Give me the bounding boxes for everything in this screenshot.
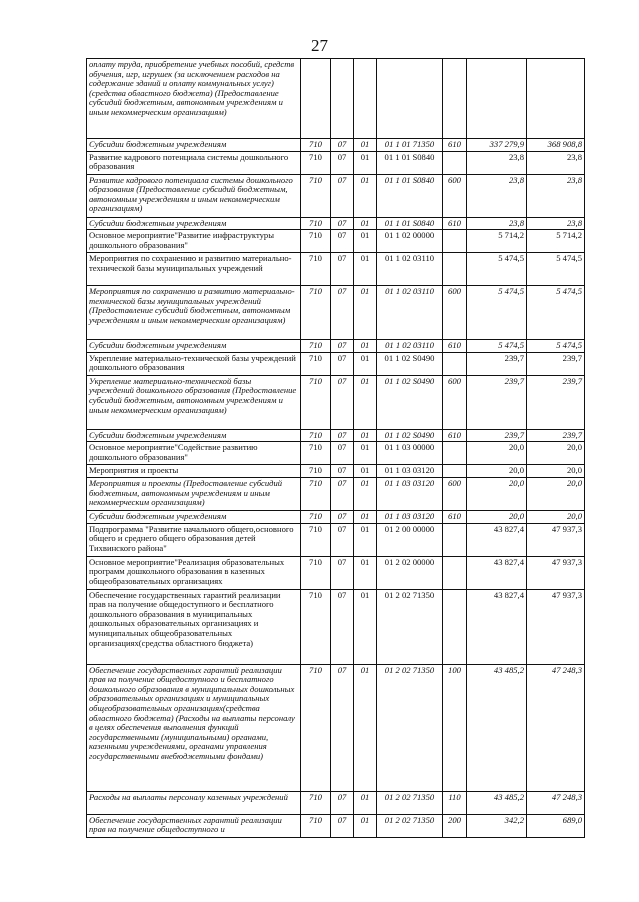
target-article-cell: 01 1 02 03110 [377,340,443,353]
table-row [87,174,585,217]
amount-year1-cell: 239,7 [467,352,527,375]
glav-code-cell: 710 [301,286,331,340]
razdel-code-cell: 07 [331,791,354,814]
row-name-cell: Субсидии бюджетным учреждениям [87,139,301,152]
podrazdel-code-cell: 01 [354,230,377,253]
podrazdel-code-cell: 01 [354,352,377,375]
razdel-code-cell [331,59,354,139]
razdel-code-cell: 07 [331,429,354,442]
row-name-cell: Расходы на выплаты персоналу казенных учреждений [87,791,301,814]
amount-year2-cell: 47 248,3 [527,664,585,791]
row-name-cell: Субсидии бюджетным учреждениям [87,510,301,523]
row-name-cell: Субсидии бюджетным учреждениям [87,340,301,353]
expense-type-cell [443,465,467,478]
podrazdel-code-cell: 01 [354,286,377,340]
glav-code-cell: 710 [301,477,331,510]
glav-code-cell: 710 [301,589,331,664]
podrazdel-code-cell: 01 [354,589,377,664]
target-article-cell: 01 2 02 00000 [377,556,443,589]
row-name-cell: Развитие кадрового потенциала системы дошкольного образования (Предоставление субсидий бюджетным, автономным учреждениям и иным некоммерческим организациям) [87,174,301,217]
amount-year2-cell: 23,8 [527,174,585,217]
podrazdel-code-cell: 01 [354,139,377,152]
row-name-cell: Мероприятия и проекты [87,465,301,478]
amount-year1-cell: 43 827,4 [467,556,527,589]
amount-year1-cell: 337 279,9 [467,139,527,152]
amount-year1-cell: 239,7 [467,429,527,442]
podrazdel-code-cell: 01 [354,556,377,589]
podrazdel-code-cell: 01 [354,523,377,556]
amount-year1-cell: 239,7 [467,375,527,429]
razdel-code-cell: 07 [331,174,354,217]
amount-year1-cell: 5 714,2 [467,230,527,253]
target-article-cell: 01 1 01 S0840 [377,174,443,217]
amount-year2-cell: 239,7 [527,375,585,429]
table-row [87,589,585,664]
target-article-cell: 01 2 02 71350 [377,589,443,664]
glav-code-cell: 710 [301,375,331,429]
expense-type-cell [443,589,467,664]
razdel-code-cell: 07 [331,286,354,340]
amount-year1-cell: 43 485,2 [467,664,527,791]
expense-type-cell: 600 [443,286,467,340]
row-name-cell: Обеспечение государственных гарантий реализации прав на получение общедоступного и бесплатного дошкольного образования в муниципальных дошкольных образовательных организациях и муниципальных общеобразовательных организациях(средства областного бюджета) [87,589,301,664]
podrazdel-code-cell: 01 [354,442,377,465]
amount-year1-cell: 23,8 [467,174,527,217]
target-article-cell: 01 1 03 03120 [377,477,443,510]
podrazdel-code-cell [354,59,377,139]
expense-type-cell: 610 [443,340,467,353]
glav-code-cell: 710 [301,139,331,152]
razdel-code-cell: 07 [331,477,354,510]
target-article-cell: 01 1 02 03110 [377,253,443,286]
expense-type-cell: 610 [443,139,467,152]
amount-year2-cell: 47 248,3 [527,791,585,814]
amount-year2-cell: 47 937,3 [527,589,585,664]
amount-year2-cell: 239,7 [527,429,585,442]
expense-type-cell [443,151,467,174]
row-name-cell: оплату труда, приобретение учебных пособий, средств обучения, игр, игрушек (за исключением расходов на содержание зданий и оплату коммунальных услуг)(средства областного бюджета) (Предоставление субсидий бюджетным, автономным учреждениям и иным некоммерческим организациям) [87,59,301,139]
expense-type-cell: 610 [443,429,467,442]
expense-type-cell [443,59,467,139]
page-number: 27 [311,36,328,55]
row-name-cell: Субсидии бюджетным учреждениям [87,217,301,230]
table-row [87,352,585,375]
table-row [87,523,585,556]
row-name-cell: Развитие кадрового потенциала системы дошкольного образования [87,151,301,174]
row-name-cell: Основное мероприятие"Реализация образовательных программ дошкольного образования в казенных общеобразовательных организациях [87,556,301,589]
amount-year2-cell: 20,0 [527,465,585,478]
target-article-cell: 01 1 03 03120 [377,465,443,478]
table-row [87,465,585,478]
row-name-cell: Подпрограмма "Развитие начального общего,основного общего и среднего общего образования детей Тихвинского района" [87,523,301,556]
amount-year1-cell: 5 474,5 [467,340,527,353]
glav-code-cell: 710 [301,791,331,814]
amount-year2-cell: 5 474,5 [527,253,585,286]
amount-year1-cell: 20,0 [467,477,527,510]
razdel-code-cell: 07 [331,230,354,253]
razdel-code-cell: 07 [331,375,354,429]
podrazdel-code-cell: 01 [354,477,377,510]
amount-year1-cell: 5 474,5 [467,286,527,340]
glav-code-cell: 710 [301,230,331,253]
amount-year1-cell: 43 827,4 [467,589,527,664]
expense-type-cell: 600 [443,174,467,217]
expense-type-cell: 110 [443,791,467,814]
expense-type-cell [443,352,467,375]
razdel-code-cell: 07 [331,253,354,286]
amount-year2-cell: 5 474,5 [527,286,585,340]
expense-type-cell: 100 [443,664,467,791]
amount-year2-cell: 20,0 [527,442,585,465]
podrazdel-code-cell: 01 [354,510,377,523]
target-article-cell: 01 1 02 S0490 [377,375,443,429]
expense-type-cell [443,230,467,253]
amount-year2-cell: 5 474,5 [527,340,585,353]
table-row [87,510,585,523]
row-name-cell: Мероприятия и проекты (Предоставление субсидий бюджетным, автономным учреждениям и иным некоммерческим организациям) [87,477,301,510]
razdel-code-cell: 07 [331,523,354,556]
table-row [87,556,585,589]
amount-year2-cell [527,59,585,139]
amount-year2-cell: 20,0 [527,510,585,523]
amount-year2-cell: 689,0 [527,814,585,837]
expense-type-cell [443,523,467,556]
expense-type-cell: 200 [443,814,467,837]
table-row [87,217,585,230]
glav-code-cell [301,59,331,139]
table-row [87,230,585,253]
podrazdel-code-cell: 01 [354,340,377,353]
razdel-code-cell: 07 [331,151,354,174]
glav-code-cell: 710 [301,151,331,174]
row-name-cell: Субсидии бюджетным учреждениям [87,429,301,442]
table-row [87,664,585,791]
amount-year2-cell: 5 714,2 [527,230,585,253]
table-row [87,139,585,152]
razdel-code-cell: 07 [331,510,354,523]
target-article-cell: 01 1 01 S0840 [377,151,443,174]
podrazdel-code-cell: 01 [354,429,377,442]
glav-code-cell: 710 [301,510,331,523]
glav-code-cell: 710 [301,429,331,442]
amount-year1-cell: 20,0 [467,465,527,478]
glav-code-cell: 710 [301,664,331,791]
table-row [87,791,585,814]
table-row [87,286,585,340]
row-name-cell: Укрепление материально-технической базы учреждений дошкольного образования (Предоставление субсидий бюджетным, автономным учреждениям и иным некоммерческим организациям) [87,375,301,429]
podrazdel-code-cell: 01 [354,217,377,230]
amount-year1-cell: 5 474,5 [467,253,527,286]
budget-table-body [87,59,585,838]
target-article-cell: 01 1 01 S0840 [377,217,443,230]
table-row [87,340,585,353]
amount-year2-cell: 47 937,3 [527,556,585,589]
target-article-cell: 01 1 02 S0490 [377,352,443,375]
podrazdel-code-cell: 01 [354,814,377,837]
target-article-cell: 01 2 02 71350 [377,791,443,814]
razdel-code-cell: 07 [331,664,354,791]
podrazdel-code-cell: 01 [354,465,377,478]
row-name-cell: Обеспечение государственных гарантий реализации прав на получение общедоступного и бесплатного дошкольного образования в муниципальных дошкольных образовательных организациях и муниципальных общеобразовательных организациях(средства областного бюджета) (Расходы на выплаты персоналу в целях обеспечения выполнения функций государственными (муниципальными) органами, казенными учреждениями, органами управления государственными внебюджетными фондами) [87,664,301,791]
amount-year2-cell: 23,8 [527,151,585,174]
table-row [87,429,585,442]
razdel-code-cell: 07 [331,352,354,375]
glav-code-cell: 710 [301,174,331,217]
glav-code-cell: 710 [301,217,331,230]
expense-type-cell [443,442,467,465]
razdel-code-cell: 07 [331,340,354,353]
glav-code-cell: 710 [301,523,331,556]
target-article-cell: 01 1 03 00000 [377,442,443,465]
razdel-code-cell: 07 [331,814,354,837]
amount-year1-cell: 43 827,4 [467,523,527,556]
expense-type-cell [443,253,467,286]
table-row [87,814,585,837]
amount-year2-cell: 23,8 [527,217,585,230]
expense-type-cell: 600 [443,375,467,429]
target-article-cell: 01 2 02 71350 [377,814,443,837]
podrazdel-code-cell: 01 [354,151,377,174]
target-article-cell: 01 1 02 03110 [377,286,443,340]
target-article-cell: 01 1 01 71350 [377,139,443,152]
target-article-cell: 01 1 03 03120 [377,510,443,523]
expense-type-cell: 600 [443,477,467,510]
expense-type-cell: 610 [443,510,467,523]
glav-code-cell: 710 [301,253,331,286]
amount-year1-cell [467,59,527,139]
glav-code-cell: 710 [301,814,331,837]
podrazdel-code-cell: 01 [354,375,377,429]
amount-year1-cell: 23,8 [467,151,527,174]
razdel-code-cell: 07 [331,465,354,478]
table-row [87,253,585,286]
target-article-cell [377,59,443,139]
amount-year1-cell: 43 485,2 [467,791,527,814]
razdel-code-cell: 07 [331,217,354,230]
target-article-cell: 01 1 02 00000 [377,230,443,253]
glav-code-cell: 710 [301,465,331,478]
row-name-cell: Укрепление материально-технической базы учреждений дошкольного образования [87,352,301,375]
row-name-cell: Обеспечение государственных гарантий реализации прав на получение общедоступного и [87,814,301,837]
target-article-cell: 01 2 02 71350 [377,664,443,791]
table-row [87,375,585,429]
amount-year2-cell: 368 908,8 [527,139,585,152]
amount-year2-cell: 239,7 [527,352,585,375]
amount-year2-cell: 20,0 [527,477,585,510]
row-name-cell: Мероприятия по сохранению и развитию материально-технической базы муниципальных учреждений [87,253,301,286]
amount-year1-cell: 342,2 [467,814,527,837]
expense-type-cell: 610 [443,217,467,230]
podrazdel-code-cell: 01 [354,664,377,791]
podrazdel-code-cell: 01 [354,174,377,217]
table-row [87,442,585,465]
target-article-cell: 01 2 00 00000 [377,523,443,556]
razdel-code-cell: 07 [331,556,354,589]
table-row [87,151,585,174]
amount-year1-cell: 23,8 [467,217,527,230]
podrazdel-code-cell: 01 [354,253,377,286]
amount-year1-cell: 20,0 [467,510,527,523]
amount-year1-cell: 20,0 [467,442,527,465]
razdel-code-cell: 07 [331,139,354,152]
table-row [87,59,585,139]
glav-code-cell: 710 [301,442,331,465]
expense-type-cell [443,556,467,589]
glav-code-cell: 710 [301,556,331,589]
row-name-cell: Основное мероприятие"Развитие инфраструктуры дошкольного образования" [87,230,301,253]
row-name-cell: Основное мероприятие"Содействие развитию дошкольного образования" [87,442,301,465]
razdel-code-cell: 07 [331,442,354,465]
budget-table [86,58,585,838]
podrazdel-code-cell: 01 [354,791,377,814]
amount-year2-cell: 47 937,3 [527,523,585,556]
row-name-cell: Мероприятия по сохранению и развитию материально-технической базы муниципальных учреждений (Предоставление субсидий бюджетным, автономным учреждениям и иным некоммерческим организациям) [87,286,301,340]
razdel-code-cell: 07 [331,589,354,664]
target-article-cell: 01 1 02 S0490 [377,429,443,442]
glav-code-cell: 710 [301,340,331,353]
table-row [87,477,585,510]
glav-code-cell: 710 [301,352,331,375]
